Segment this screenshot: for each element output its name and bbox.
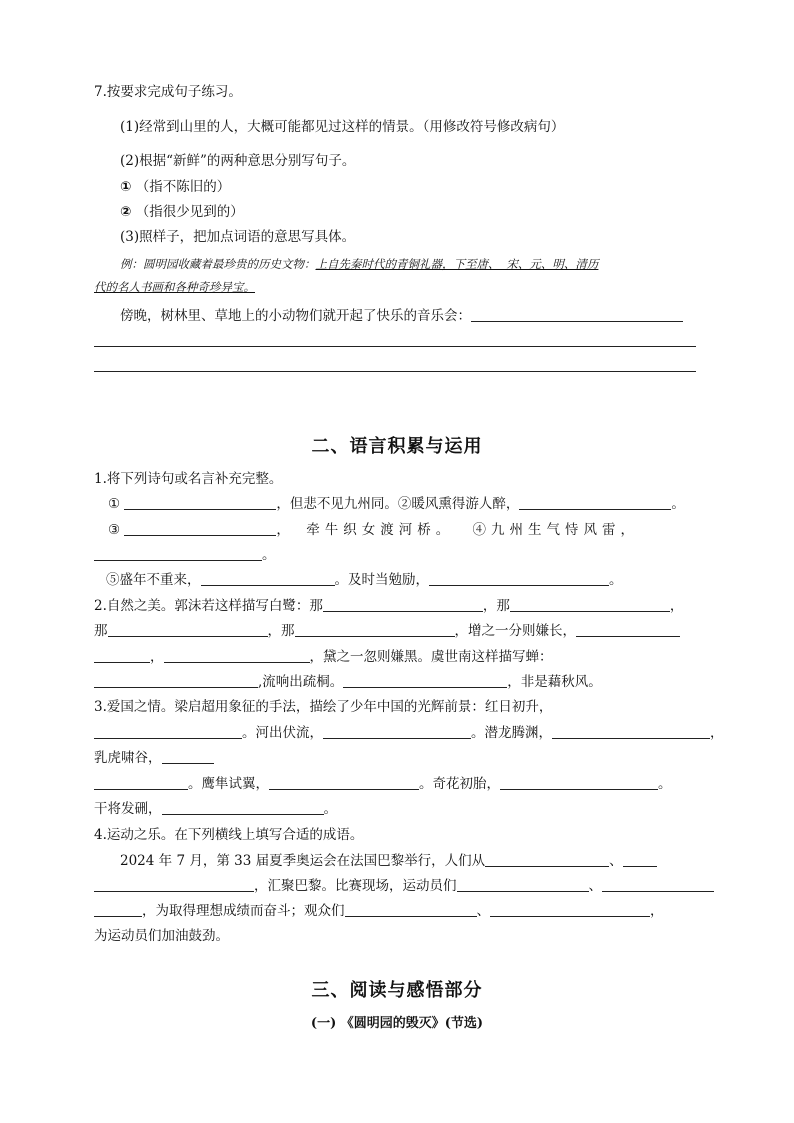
q1-title: 1.将下列诗句或名言补充完整。: [94, 471, 283, 487]
q4-line2: [94, 877, 714, 895]
q3-line5: [94, 800, 337, 818]
section-heading-2: 二、语言积累与运用: [311, 436, 483, 457]
answer-blank[interactable]: [429, 571, 609, 586]
item-hint: （指不陈旧的）: [135, 179, 231, 195]
answer-blank[interactable]: [323, 597, 483, 612]
q1-item-3: ③: [108, 522, 121, 538]
answer-blank[interactable]: [623, 852, 657, 867]
q2-text: ，那: [267, 623, 295, 639]
q2-text: ，那: [482, 598, 510, 614]
answer-line[interactable]: [94, 371, 696, 372]
answer-blank[interactable]: [201, 571, 335, 586]
answer-blank[interactable]: [164, 648, 310, 663]
q4-text: 、: [588, 878, 602, 894]
q1-item-3-tail: ，: [276, 522, 290, 538]
answer-blank[interactable]: [124, 521, 276, 536]
answer-blank[interactable]: [343, 673, 507, 688]
q3-text: 乳虎啸谷，: [94, 750, 162, 766]
q1-line1: [108, 495, 685, 513]
q1-punct: 。: [671, 496, 685, 512]
q3-text: 。: [658, 776, 672, 792]
answer-blank[interactable]: [94, 673, 258, 688]
answer-blank[interactable]: [345, 902, 477, 917]
answer-blank[interactable]: [162, 800, 324, 815]
answer-blank[interactable]: [323, 724, 471, 739]
q2-text: 那: [94, 623, 108, 639]
q2-text: ，增之一分则嫌长，: [454, 623, 576, 639]
q3-line2: [94, 724, 724, 742]
item-number: ①: [120, 179, 132, 195]
q1-punct: 。: [609, 572, 623, 588]
answer-blank[interactable]: [94, 877, 254, 892]
q4-text: 、: [609, 853, 623, 869]
item-hint: （指很少见到的）: [135, 204, 244, 220]
q1-item-5-mid: 。及时当勉励，: [334, 572, 429, 588]
answer-line[interactable]: [94, 346, 696, 347]
q7-example-line2: 代的名人书画和各种奇珍异宝。: [94, 280, 255, 294]
q4-text: ，为取得理想成绩而奋斗；观众们: [142, 903, 345, 919]
q4-line4: 为运动员们加油鼓劲。: [94, 928, 229, 944]
q7-sub2-item-b: [120, 203, 244, 221]
q1-item-1: ①: [108, 496, 121, 512]
q3-text: 。鹰隼试翼，: [188, 776, 269, 792]
q3-line4: [94, 775, 672, 793]
q2-line1: [94, 597, 683, 615]
answer-blank[interactable]: [552, 724, 710, 739]
answer-blank[interactable]: [94, 902, 142, 917]
answer-blank[interactable]: [519, 495, 671, 510]
q7-sub1: (1)经常到山里的人，大概可能都见过这样的情景。（用修改符号修改病句）: [120, 119, 565, 135]
q3-text: ，: [710, 725, 724, 741]
item-number: ②: [120, 204, 132, 220]
answer-blank[interactable]: [485, 852, 609, 867]
q4-text: ，: [650, 903, 664, 919]
answer-blank[interactable]: [471, 307, 683, 322]
q1-item-4: ④九州生气恃风雷，: [472, 522, 639, 538]
answer-blank[interactable]: [602, 877, 714, 892]
q7-sub3: (3)照样子，把加点词语的意思写具体。: [120, 229, 356, 245]
q1-item-3-text: 牵牛织女渡河桥。: [306, 522, 455, 538]
answer-blank[interactable]: [457, 877, 589, 892]
q2-line2: [94, 622, 680, 640]
q3-text: 。潜龙腾渊，: [471, 725, 552, 741]
q2-text: ，: [150, 649, 164, 665]
q7-example-line1: [120, 255, 598, 273]
q1-line4: [106, 571, 623, 589]
answer-blank[interactable]: [576, 622, 680, 637]
q4-line3: [94, 902, 664, 920]
task-text: 傍晚，树林里、草地上的小动物们就开起了快乐的音乐会：: [120, 308, 471, 324]
answer-blank[interactable]: [94, 775, 188, 790]
q3-text: 干将发硎，: [94, 801, 162, 817]
answer-blank[interactable]: [490, 902, 650, 917]
q4-title: 4.运动之乐。在下列横线上填写合适的成语。: [94, 827, 364, 843]
answer-blank[interactable]: [94, 724, 242, 739]
answer-blank[interactable]: [500, 775, 658, 790]
example-underlined: 上自先秦时代的青铜礼器，下至唐、 宋、元、明、清历: [315, 257, 599, 271]
q2-text: ，黛之一忽则嫌黑。虞世南这样描写蝉：: [309, 649, 553, 665]
answer-blank[interactable]: [94, 546, 262, 561]
q1-line2: [108, 521, 639, 539]
q4-text: 2024 年 7 月，第 33 届夏季奥运会在法国巴黎举行，人们从: [120, 853, 486, 869]
q2-text: ，非是藉秋风。: [507, 674, 602, 690]
section-heading-3: 三、阅读与感悟部分: [311, 980, 483, 1001]
answer-blank[interactable]: [269, 775, 419, 790]
q7-task: [120, 307, 683, 325]
q2-text: ,流响出疏桐。: [258, 674, 344, 690]
q1-item-1-tail: ，但悲不见九州同。: [276, 496, 398, 512]
q2-line3: [94, 648, 553, 666]
example-lead: 例：圆明园收藏着最珍贵的历史文物：: [120, 257, 316, 271]
answer-blank[interactable]: [108, 622, 268, 637]
q4-text: 、: [476, 903, 490, 919]
q3-text: 。: [323, 801, 337, 817]
q4-line1: [120, 852, 657, 870]
answer-blank[interactable]: [162, 749, 214, 764]
answer-blank[interactable]: [94, 648, 150, 663]
q3-text: 。奇花初胎，: [419, 776, 500, 792]
q1-item-2: ②暖风熏得游人醉，: [397, 496, 520, 512]
q2-text: 2.自然之美。郭沫若这样描写白鹭：那: [94, 598, 323, 614]
q3-line3: [94, 749, 214, 767]
q4-text: ，汇聚巴黎。比赛现场，运动员们: [254, 878, 457, 894]
q2-line4: [94, 673, 602, 691]
q7-sub2-item-a: [120, 178, 230, 196]
answer-blank[interactable]: [295, 622, 455, 637]
q3-line1: 3.爱国之情。梁启超用象征的手法，描绘了少年中国的光辉前景：红日初升，: [94, 699, 553, 715]
q3-text: 。河出伏流，: [242, 725, 323, 741]
q2-text: ，: [669, 598, 684, 614]
answer-blank[interactable]: [124, 495, 276, 510]
q1-line3: [94, 546, 276, 564]
q7-title: 7.按要求完成句子练习。: [94, 84, 242, 100]
q1-punct: 。: [262, 547, 276, 563]
q7-sub2: (2)根据“新鲜”的两种意思分别写句子。: [120, 153, 356, 169]
reading-subtitle: (一) 《圆明园的毁灭》(节选): [310, 1016, 484, 1031]
answer-blank[interactable]: [510, 597, 670, 612]
q1-item-5: ⑤盛年不重来，: [106, 572, 201, 588]
